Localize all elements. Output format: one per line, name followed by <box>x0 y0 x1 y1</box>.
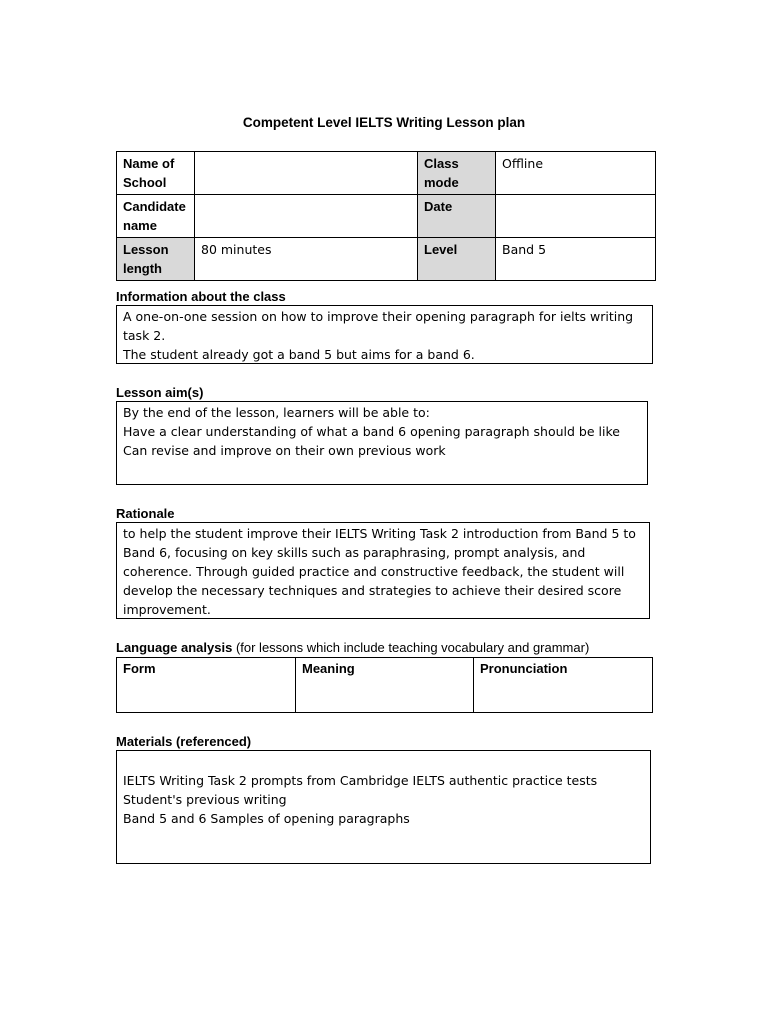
aims-label: Lesson aim(s) <box>116 385 204 400</box>
language-label <box>116 640 589 655</box>
level-label: Level <box>418 238 496 281</box>
class-info-box <box>116 305 653 364</box>
language-note: (for lessons which include teaching vocabulary and grammar) <box>232 640 590 655</box>
class-info-line: The student already got a band 5 but aims for a band 6. <box>123 347 475 362</box>
language-table <box>116 657 653 713</box>
candidate-value <box>195 195 418 238</box>
table-row <box>117 195 656 238</box>
table-row <box>117 658 653 713</box>
pronunciation-header: Pronunciation <box>474 658 653 713</box>
aims-line: Have a clear understanding of what a band 6 opening paragraph should be like <box>123 424 620 439</box>
rationale-box <box>116 522 650 619</box>
school-label: Name of School <box>117 152 195 195</box>
materials-label: Materials (referenced) <box>116 734 252 749</box>
materials-line: Student's previous writing <box>123 792 287 807</box>
level-value: Band 5 <box>496 238 656 281</box>
date-value <box>496 195 656 238</box>
length-label: Lesson length <box>117 238 195 281</box>
lesson-info-table <box>116 151 656 281</box>
aims-line: By the end of the lesson, learners will be able to: <box>123 405 430 420</box>
class-info-label: Information about the class <box>116 289 286 304</box>
class-mode-value: Offline <box>496 152 656 195</box>
table-row <box>117 238 656 281</box>
school-value <box>195 152 418 195</box>
meaning-header: Meaning <box>296 658 474 713</box>
form-header: Form <box>117 658 296 713</box>
date-label: Date <box>418 195 496 238</box>
class-info-line: A one-on-one session on how to improve their opening paragraph for ielts writing task 2. <box>123 309 634 343</box>
page-title: Competent Level IELTS Writing Lesson plan <box>242 115 526 130</box>
aims-line: Can revise and improve on their own previous work <box>123 443 446 458</box>
materials-line: IELTS Writing Task 2 prompts from Cambridge IELTS authentic practice tests <box>123 773 598 788</box>
length-value: 80 minutes <box>195 238 418 281</box>
aims-box <box>116 401 648 485</box>
materials-line: Band 5 and 6 Samples of opening paragraphs <box>123 811 410 826</box>
rationale-label: Rationale <box>116 506 175 521</box>
materials-box <box>116 750 651 864</box>
candidate-label: Candidate name <box>117 195 195 238</box>
class-mode-label: Class mode <box>418 152 496 195</box>
rationale-text: to help the student improve their IELTS Writing Task 2 introduction from Band 5 to Band 6, focusing on key skills such as paraphrasing, prompt analysis, and coherence. Through guided practice and constructive feedback, the student will develop the necessary techniques and strategies to achieve their desired score improvement. <box>123 526 636 617</box>
language-label-text: Language analysis <box>116 640 233 655</box>
table-row <box>117 152 656 195</box>
